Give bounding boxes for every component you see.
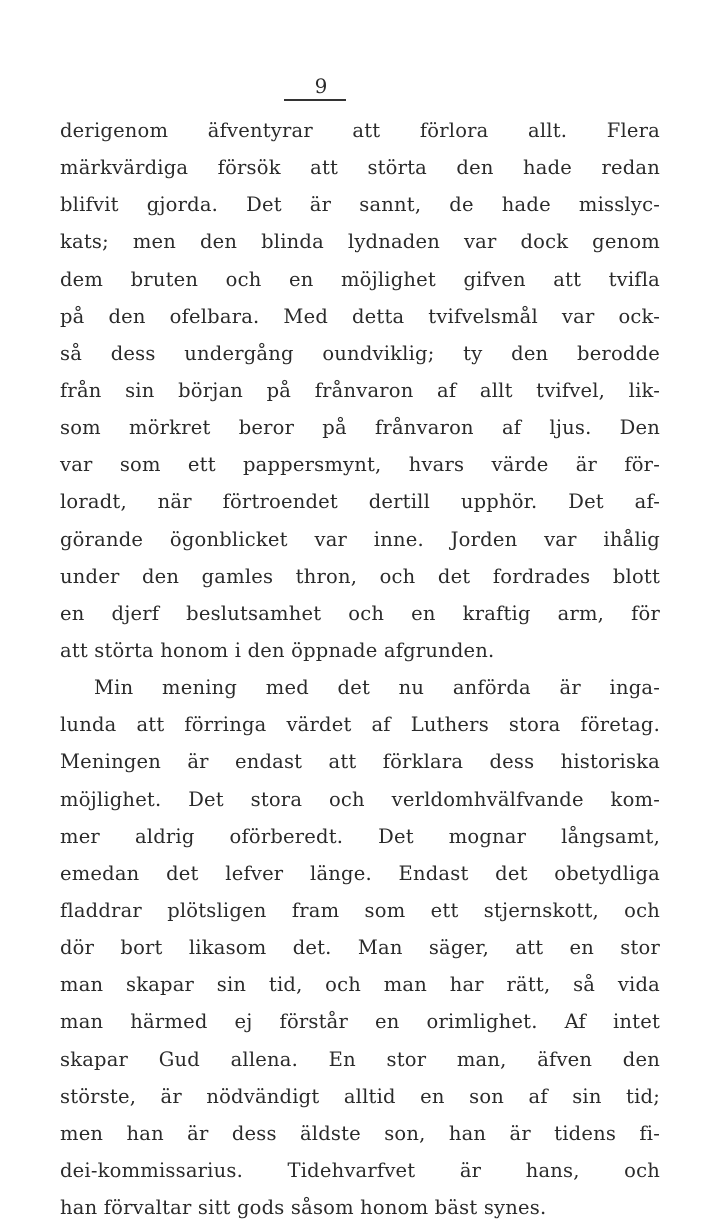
text-line: under den gamles thron, och det fordrades blott	[60, 564, 660, 588]
body-text	[60, 112, 660, 1226]
text-line: Min mening med det nu anförda är inga-	[94, 676, 660, 700]
text-line: kats; men den blinda lydnaden var dock genom	[60, 230, 660, 254]
text-line: störste, är nödvändigt alltid en son af sin tid;	[60, 1084, 660, 1108]
text-line: loradt, när förtroendet dertill upphör. Det af-	[60, 490, 660, 514]
text-line: blifvit gjorda. Det är sannt, de hade misslyc-	[60, 193, 660, 217]
text-line: mer aldrig oförberedt. Det mognar långsamt,	[60, 824, 660, 848]
text-line: märkvärdiga försök att störta den hade redan	[60, 156, 660, 180]
text-line: emedan det lefver länge. Endast det obetydliga	[60, 861, 660, 885]
text-line: fladdrar plötsligen fram som ett stjernskott, och	[60, 898, 660, 922]
text-line: görande ögonblicket var inne. Jorden var ihålig	[60, 527, 660, 551]
text-line: men han är dess äldste son, han är tidens fi-	[60, 1121, 660, 1145]
text-line: från sin början på frånvaron af allt tvifvel, lik-	[60, 378, 660, 402]
text-line: Meningen är endast att förklara dess historiska	[60, 750, 660, 774]
text-line: dei-kommissarius. Tidehvarfvet är hans, och	[60, 1158, 660, 1182]
text-line: som mörkret beror på frånvaron af ljus. Den	[60, 416, 660, 440]
text-line: man skapar sin tid, och man har rätt, så vida	[60, 973, 660, 997]
text-line: lunda att förringa värdet af Luthers stora företag.	[60, 713, 660, 737]
text-line: så dess undergång oundviklig; ty den berodde	[60, 341, 660, 365]
text-line: han förvaltar sitt gods såsom honom bäst synes.	[60, 1196, 547, 1220]
text-line: möjlighet. Det stora och verldomhvälfvande kom-	[60, 787, 660, 811]
text-line: var som ett pappersmynt, hvars värde är för-	[60, 453, 660, 477]
text-line: dem bruten och en möjlighet gifven att tvifla	[60, 267, 660, 291]
page-number-rule	[284, 99, 346, 101]
page-number: 9	[314, 74, 328, 98]
text-line: skapar Gud allena. En stor man, äfven den	[60, 1047, 660, 1071]
text-line: derigenom äfventyrar att förlora allt. Flera	[60, 119, 660, 142]
text-line: på den ofelbara. Med detta tvifvelsmål var ock-	[60, 304, 660, 328]
text-line: dör bort likasom det. Man säger, att en stor	[60, 936, 660, 960]
text-line: man härmed ej förstår en orimlighet. Af intet	[60, 1010, 660, 1034]
text-line: en djerf beslutsamhet och en kraftig arm, för	[60, 601, 660, 625]
text-line: att störta honom i den öppnade afgrunden.	[60, 638, 495, 662]
